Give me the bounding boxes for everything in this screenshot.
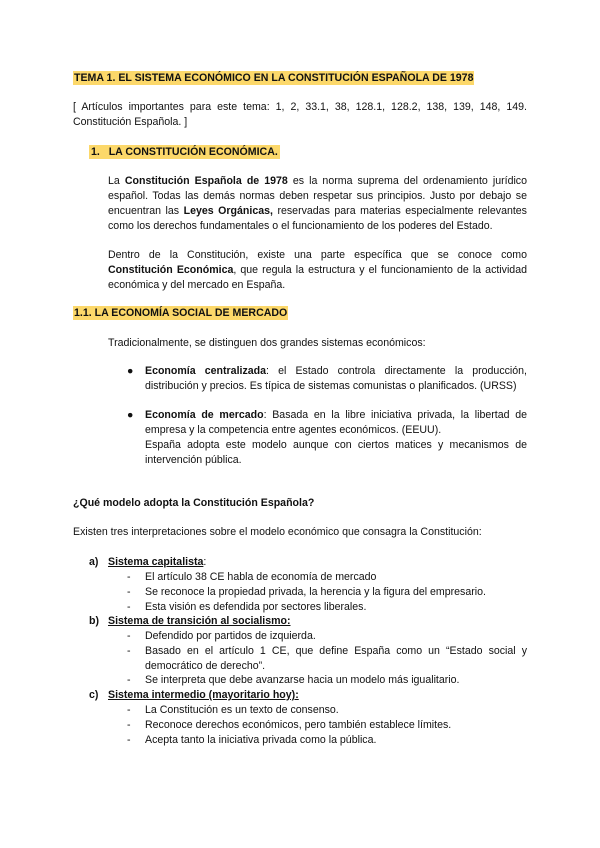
option-b-title: Sistema de transición al socialismo:: [108, 615, 291, 627]
document-title: TEMA 1. EL SISTEMA ECONÓMICO EN LA CONSTITUCIÓN ESPAÑOLA DE 1978: [74, 72, 474, 84]
dash-bullet: -: [127, 704, 131, 716]
option-b-label: b): [89, 615, 99, 627]
option-c-item-1: La Constitución es un texto de consenso.: [145, 704, 339, 716]
section-1-1-heading: 1.1. LA ECONOMÍA SOCIAL DE MERCADO: [74, 307, 288, 319]
question-intro: Existen tres interpretaciones sobre el modelo económico que consagra la Constitución:: [73, 526, 482, 538]
section-1-paragraph-2: Dentro de la Constitución, existe una parte específica que se conoce como Constitución Económica, que regula la estructura y el funcionamiento de la actividad económica y del mercado en España.: [108, 249, 527, 291]
bullet-market-economy-note: España adopta este modelo aunque con ciertos matices y mecanismos de intervención pública.: [145, 439, 527, 466]
bullet-market-economy: ● Economía de mercado: Basada en la libre iniciativa privada, la libertad de empresa y la competencia entre agentes económicos. (EEUU). España adopta este modelo aunque con ciertos matices y mecanismos de intervención pública.: [127, 409, 527, 466]
option-c-title: Sistema intermedio (mayoritario hoy):: [108, 689, 299, 701]
option-c-label: c): [89, 689, 99, 701]
section-1-heading: 1. LA CONSTITUCIÓN ECONÓMICA.: [91, 146, 278, 158]
bullet-dot: ●: [127, 365, 134, 377]
option-c-item-2: Reconoce derechos económicos, pero también establece límites.: [145, 719, 452, 731]
option-a-item-1: El artículo 38 CE habla de economía de mercado: [145, 571, 377, 583]
option-c-item-3: Acepta tanto la iniciativa privada como la pública.: [145, 734, 377, 746]
option-a-title: Sistema capitalista:: [108, 556, 207, 568]
option-b-item-3: Se interpreta que debe avanzarse hacia un modelo más igualitario.: [145, 674, 460, 686]
section-1-paragraph-1: La Constitución Española de 1978 es la norma suprema del ordenamiento jurídico español. Todas las demás normas deben respetar sus principios. Justo por debajo se encuentran las Leyes Orgánicas, reservadas para materias especialmente relevantes como los derechos fundamentales o el funcionamiento de los poderes del Estado.: [108, 175, 527, 232]
option-b-item-2: Basado en el artículo 1 CE, que define España como un “Estado social y democrático de derecho”.: [145, 645, 527, 672]
bullet-dot: ●: [127, 409, 134, 421]
articles-note: [ Artículos importantes para este tema: 1, 2, 33.1, 38, 128.1, 128.2, 138, 139, 148, 149. Constitución Española. ]: [73, 101, 527, 128]
dash-bullet: -: [127, 630, 131, 642]
option-b-item-1: Defendido por partidos de izquierda.: [145, 630, 316, 642]
dash-bullet: -: [127, 734, 131, 746]
bullet-centralized-economy: ● Economía centralizada: el Estado controla directamente la producción, distribución y precios. Es típica de sistemas comunistas o planificados. (URSS): [127, 365, 527, 392]
question-heading: ¿Qué modelo adopta la Constitución Española?: [73, 497, 315, 509]
option-a-item-3: Esta visión es defendida por sectores liberales.: [145, 601, 367, 613]
dash-bullet: -: [127, 571, 131, 583]
section-1-1-intro: Tradicionalmente, se distinguen dos grandes sistemas económicos:: [108, 337, 426, 349]
dash-bullet: -: [127, 674, 131, 686]
dash-bullet: -: [127, 586, 131, 598]
dash-bullet: -: [127, 719, 131, 731]
dash-bullet: -: [127, 645, 131, 657]
option-a-label: a): [89, 556, 99, 568]
dash-bullet: -: [127, 601, 131, 613]
option-a-item-2: Se reconoce la propiedad privada, la herencia y la figura del empresario.: [145, 586, 486, 598]
